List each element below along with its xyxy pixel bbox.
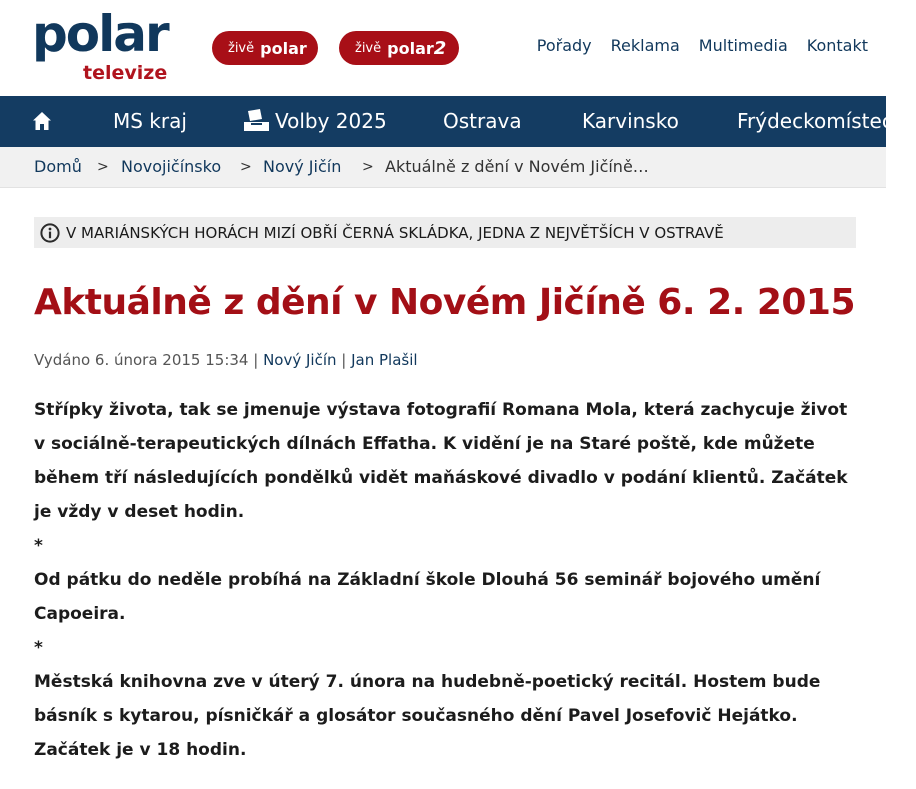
meta-separator: | xyxy=(341,351,352,369)
news-ticker[interactable] xyxy=(34,217,856,248)
live-polar-button[interactable] xyxy=(212,31,318,65)
author-link[interactable]: Jan Plašil xyxy=(351,351,418,369)
polar-logo[interactable] xyxy=(32,5,177,86)
article-body xyxy=(34,393,854,767)
live-channel-name: polar2 xyxy=(387,37,447,59)
published-date: Vydáno 6. února 2015 15:34 xyxy=(34,351,249,369)
live-channel-name: polar xyxy=(260,38,307,58)
article-separator: * xyxy=(34,638,43,658)
category-link[interactable]: Nový Jičín xyxy=(263,351,337,369)
nav-ms-kraj[interactable]: MS kraj xyxy=(113,109,187,133)
breadcrumb-novojicinsko[interactable]: Novojičínsko xyxy=(121,157,222,176)
nav-ostrava[interactable]: Ostrava xyxy=(443,109,522,133)
meta-separator: | xyxy=(253,351,264,369)
top-navigation xyxy=(537,36,868,55)
ballot-icon xyxy=(243,108,270,132)
info-icon xyxy=(40,223,60,243)
breadcrumb-separator: > xyxy=(362,159,374,175)
breadcrumb-current: Aktuálně z dění v Novém Jičíně… xyxy=(385,157,649,176)
ticker-headline[interactable]: V MARIÁNSKÝCH HORÁCH MIZÍ OBŘÍ ČERNÁ SKLÁDKA, JEDNA Z NEJVĚTŠÍCH V OSTRAVĚ xyxy=(66,223,724,242)
main-navigation xyxy=(0,96,916,147)
live-polar2-button[interactable] xyxy=(339,31,459,65)
breadcrumb-home[interactable]: Domů xyxy=(34,157,82,176)
breadcrumb xyxy=(0,147,886,188)
logo-main-text: polar xyxy=(32,5,168,63)
logo-sub-text: televize xyxy=(83,62,168,84)
home-icon[interactable] xyxy=(32,111,52,131)
article-title: Aktuálně z dění v Novém Jičíně 6. 2. 2015 xyxy=(34,282,856,323)
topnav-kontakt[interactable]: Kontakt xyxy=(806,36,868,55)
breadcrumb-novy-jicin[interactable]: Nový Jičín xyxy=(263,157,342,176)
nav-karvinsko[interactable]: Karvinsko xyxy=(582,109,679,133)
site-header xyxy=(0,0,886,96)
live-prefix: živě xyxy=(355,40,382,56)
article-separator: * xyxy=(34,536,43,556)
live-prefix: živě xyxy=(228,40,255,56)
nav-volby-2025[interactable]: Volby 2025 xyxy=(243,96,387,147)
article-paragraph: Od pátku do neděle probíhá na Základní škole Dlouhá 56 seminář bojového umění Capoeira. xyxy=(34,570,821,624)
topnav-reklama[interactable]: Reklama xyxy=(610,36,680,55)
topnav-porady[interactable]: Pořady xyxy=(536,36,592,55)
article-paragraph: Městská knihovna zve v úterý 7. února na hudebně-poetický recitál. Hostem bude básník s kytarou, písničkář a glosátor současného dění Pavel Josefovič Hejátko. Začátek je v 18 hodin. xyxy=(34,672,821,760)
nav-frydeckomistecko[interactable]: Frýdeckomístecko xyxy=(737,109,916,133)
topnav-multimedia[interactable]: Multimedia xyxy=(698,36,788,55)
article-paragraph: Střípky života, tak se jmenuje výstava fotografií Romana Mola, která zachycuje život v sociálně-terapeutických dílnách Effatha. K vidění je na Staré poště, kde můžete během tří následujících pondělků vidět maňáskové divadlo v podání klientů. Začátek je vždy v deset hodin. xyxy=(34,400,848,522)
breadcrumb-separator: > xyxy=(97,159,109,175)
breadcrumb-separator: > xyxy=(240,159,252,175)
article-meta xyxy=(34,351,418,369)
